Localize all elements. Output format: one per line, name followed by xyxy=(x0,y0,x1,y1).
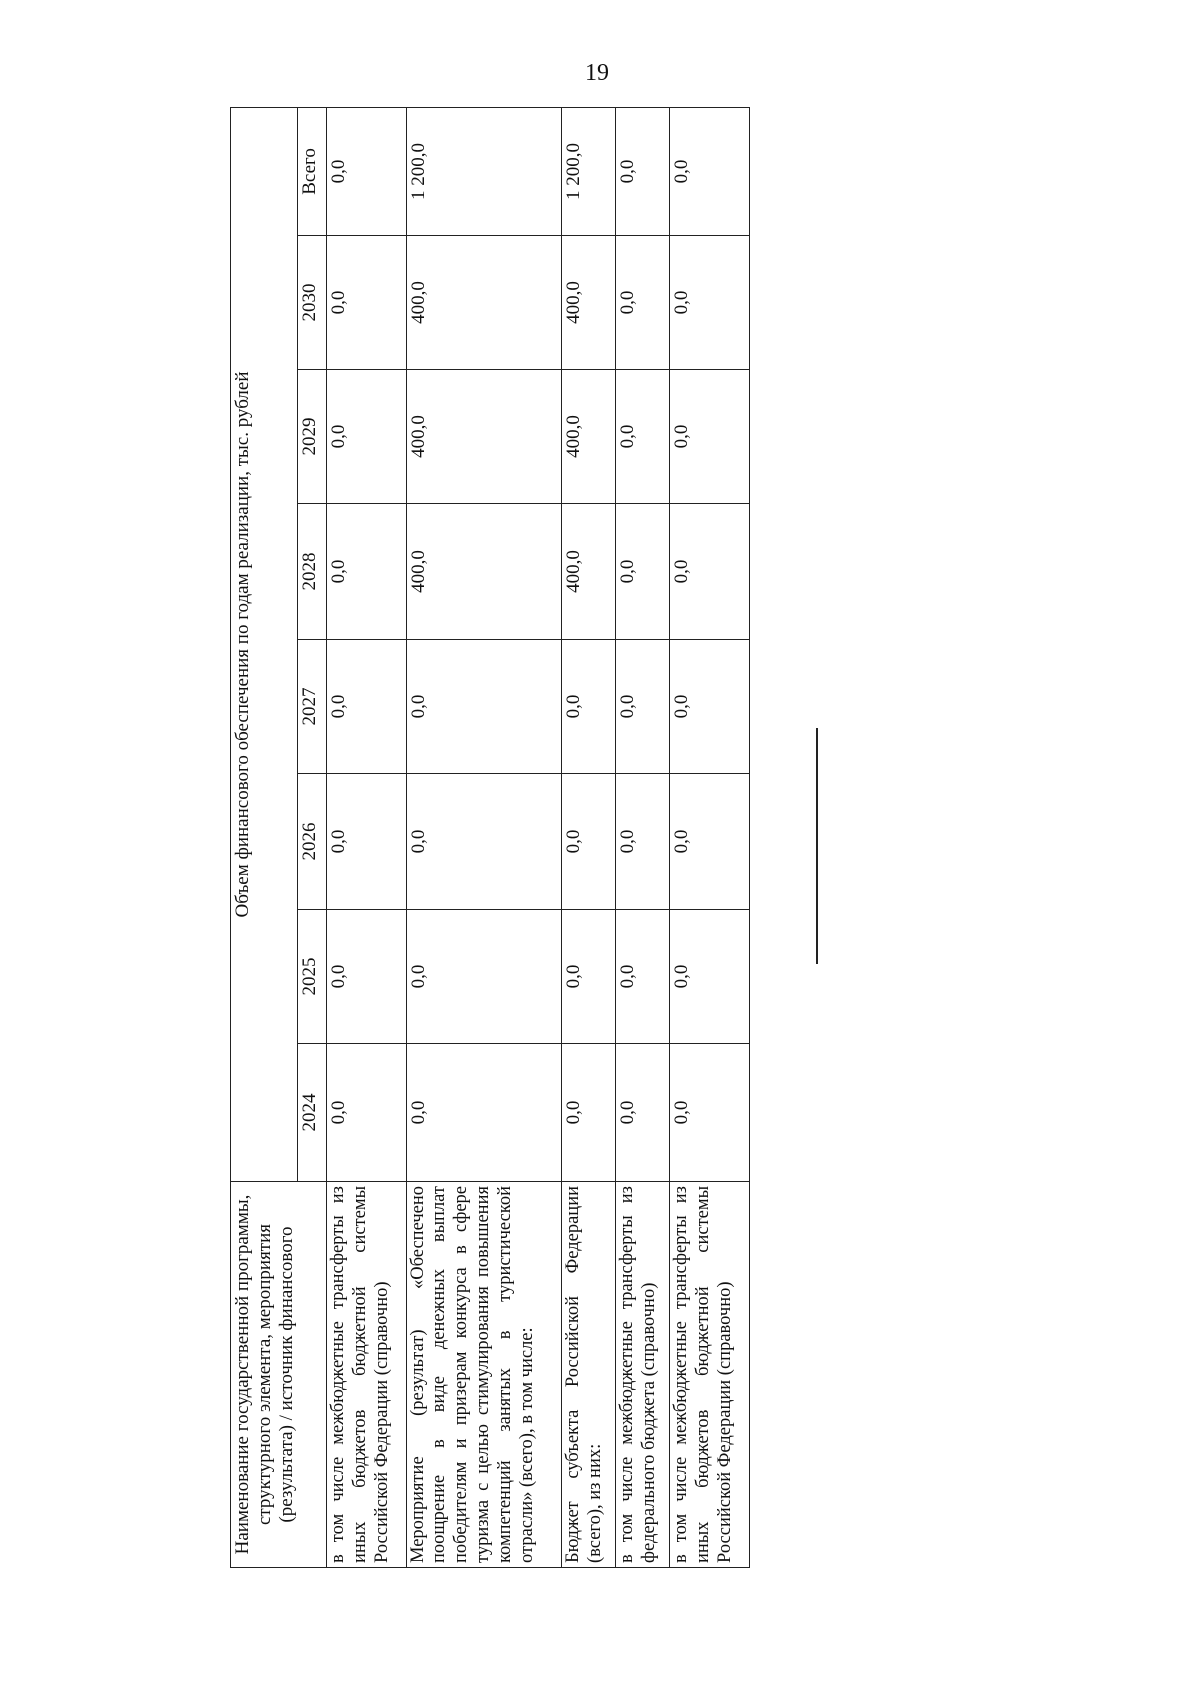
value-cell: 0,0 xyxy=(670,640,750,774)
value-cell: 0,0 xyxy=(616,640,670,774)
value-cell: 400,0 xyxy=(406,236,562,370)
value-cell: 0,0 xyxy=(327,1044,407,1182)
header-row-group xyxy=(231,107,298,1567)
value-cell: 0,0 xyxy=(406,910,562,1044)
value-cell: 400,0 xyxy=(406,504,562,640)
year-column-header: 2029 xyxy=(298,370,327,504)
year-column-header: 2028 xyxy=(298,504,327,640)
value-cell: 0,0 xyxy=(562,1044,616,1182)
table-row xyxy=(562,107,616,1567)
value-cell: 0,0 xyxy=(670,370,750,504)
value-cell: 0,0 xyxy=(670,1044,750,1182)
table-row xyxy=(616,107,670,1567)
total-cell: 0,0 xyxy=(616,107,670,235)
total-cell: 1 200,0 xyxy=(406,107,562,235)
year-column-header: 2025 xyxy=(298,910,327,1044)
row-name: в том числе межбюджетные трансферты из иных бюджетов бюджетной системы Российской Федерации (справочно) xyxy=(670,1182,750,1568)
year-column-header: 2024 xyxy=(298,1044,327,1182)
rotated-table-container xyxy=(230,108,750,1568)
year-column-header: 2027 xyxy=(298,640,327,774)
value-cell: 0,0 xyxy=(670,910,750,1044)
name-column-header: Наименование государственной программы, структурного элемента, мероприятия (результата) / источник финансового xyxy=(231,1182,327,1568)
value-cell: 0,0 xyxy=(670,504,750,640)
value-cell: 400,0 xyxy=(562,370,616,504)
value-cell: 0,0 xyxy=(327,640,407,774)
value-cell: 0,0 xyxy=(406,640,562,774)
value-cell: 0,0 xyxy=(327,236,407,370)
table-row xyxy=(406,107,562,1567)
row-name: Мероприятие (результат) «Обеспечено поощрение в виде денежных выплат победителям и призерам конкурса в сфере туризма с целью стимулирования повышения компетенций занятых в туристической отрасли» (всего), в том числе: xyxy=(406,1182,562,1568)
table-row xyxy=(670,107,750,1567)
total-cell: 0,0 xyxy=(670,107,750,235)
total-cell: 1 200,0 xyxy=(562,107,616,235)
year-column-header: 2030 xyxy=(298,236,327,370)
value-cell: 0,0 xyxy=(406,774,562,910)
value-cell: 400,0 xyxy=(562,236,616,370)
total-cell: 0,0 xyxy=(327,107,407,235)
value-cell: 0,0 xyxy=(327,504,407,640)
year-column-header: 2026 xyxy=(298,774,327,910)
value-cell: 0,0 xyxy=(670,236,750,370)
value-cell: 0,0 xyxy=(562,640,616,774)
total-column-header: Всего xyxy=(298,107,327,235)
value-cell: 400,0 xyxy=(406,370,562,504)
page-number: 19 xyxy=(585,60,609,86)
value-cell: 0,0 xyxy=(616,236,670,370)
value-cell: 0,0 xyxy=(616,910,670,1044)
value-cell: 0,0 xyxy=(562,910,616,1044)
financing-table xyxy=(230,107,750,1568)
value-cell: 0,0 xyxy=(327,774,407,910)
value-cell: 0,0 xyxy=(616,504,670,640)
financing-volume-header: Объем финансового обеспечения по годам реализации, тыс. рублей xyxy=(231,107,298,1181)
value-cell: 0,0 xyxy=(616,774,670,910)
value-cell: 400,0 xyxy=(562,504,616,640)
value-cell: 0,0 xyxy=(670,774,750,910)
end-of-table-rule xyxy=(816,728,818,964)
value-cell: 0,0 xyxy=(327,910,407,1044)
value-cell: 0,0 xyxy=(616,1044,670,1182)
table-row xyxy=(327,107,407,1567)
value-cell: 0,0 xyxy=(616,370,670,504)
row-name: в том числе межбюджетные трансферты из иных бюджетов бюджетной системы Российской Федерации (справочно) xyxy=(327,1182,407,1568)
value-cell: 0,0 xyxy=(327,370,407,504)
row-name: в том числе межбюджетные трансферты из федерального бюджета (справочно) xyxy=(616,1182,670,1568)
row-name: Бюджет субъекта Российской Федерации (всего), из них: xyxy=(562,1182,616,1568)
value-cell: 0,0 xyxy=(562,774,616,910)
value-cell: 0,0 xyxy=(406,1044,562,1182)
